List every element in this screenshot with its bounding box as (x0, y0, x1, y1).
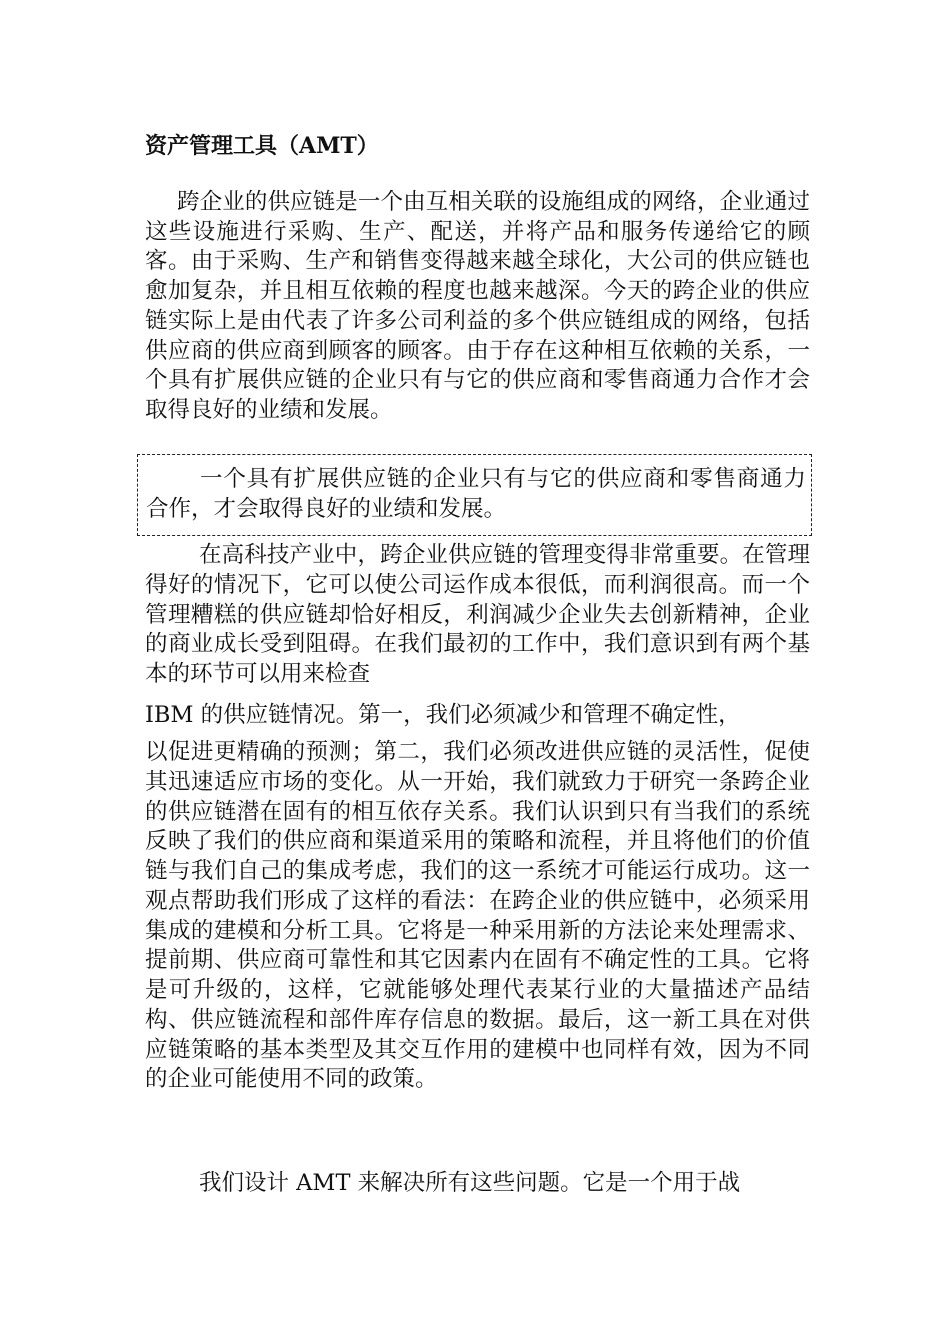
pull-quote-box (137, 454, 812, 536)
paragraph-high-tech-ibm-line: IBM 的供应链情况。第一，我们必须减少和管理不确定性， (145, 702, 741, 728)
paragraph-intro: 跨企业的供应链是一个由互相关联的设施组成的网络，企业通过这些设施进行采购、生产、配送，并将产品和服务传递给它的顾客。由于采购、生产和销售变得越来越全球化，大公司的供应链也愈加复杂，并且相互依赖的程度也越来越深。今天的跨企业的供应链实际上是由代表了许多公司利益的多个供应链组成的网络，包括供应商的供应商到顾客的顾客。由于存在这种相互依赖的关系，一个具有扩展供应链的企业只有与它的供应商和零售商通力合作才会取得良好的业绩和发展。 (145, 189, 810, 423)
pull-quote-text: 一个具有扩展供应链的企业只有与它的供应商和零售商通力合作，才会取得良好的业绩和发展。 (146, 466, 806, 522)
section-heading: 资产管理工具（AMT） (145, 133, 379, 159)
paragraph-high-tech: 在高科技产业中，跨企业供应链的管理变得非常重要。在管理得好的情况下，它可以使公司运作成本很低，而利润很高。而一个管理糟糕的供应链却恰好相反，利润减少企业失去创新精神，企业的商业成长受到阻碍。在我们最初的工作中，我们意识到有两个基本的环节可以用来检查 (145, 542, 810, 688)
paragraph-amt-design: 我们设计 AMT 来解决所有这些问题。它是一个用于战 (199, 1170, 741, 1196)
paragraph-high-tech-continued: 以促进更精确的预测；第二，我们必须改进供应链的灵活性，促使其迅速适应市场的变化。从一开始，我们就致力于研究一条跨企业的供应链潜在固有的相互依存关系。我们认识到只有当我们的系统反映了我们的供应商和渠道采用的策略和流程，并且将他们的价值链与我们自己的集成考虑，我们的这一系统才可能运行成功。这一观点帮助我们形成了这样的看法：在跨企业的供应链中，必须采用集成的建模和分析工具。它将是一种采用新的方法论来处理需求、提前期、供应商可靠性和其它因素内在固有不确定性的工具。它将是可升级的，这样，它就能够处理代表某行业的大量描述产品结构、供应链流程和部件库存信息的数据。最后，这一新工具在对供应链策略的基本类型及其交互作用的建模中也同样有效，因为不同的企业可能使用不同的政策。 (145, 739, 810, 1093)
